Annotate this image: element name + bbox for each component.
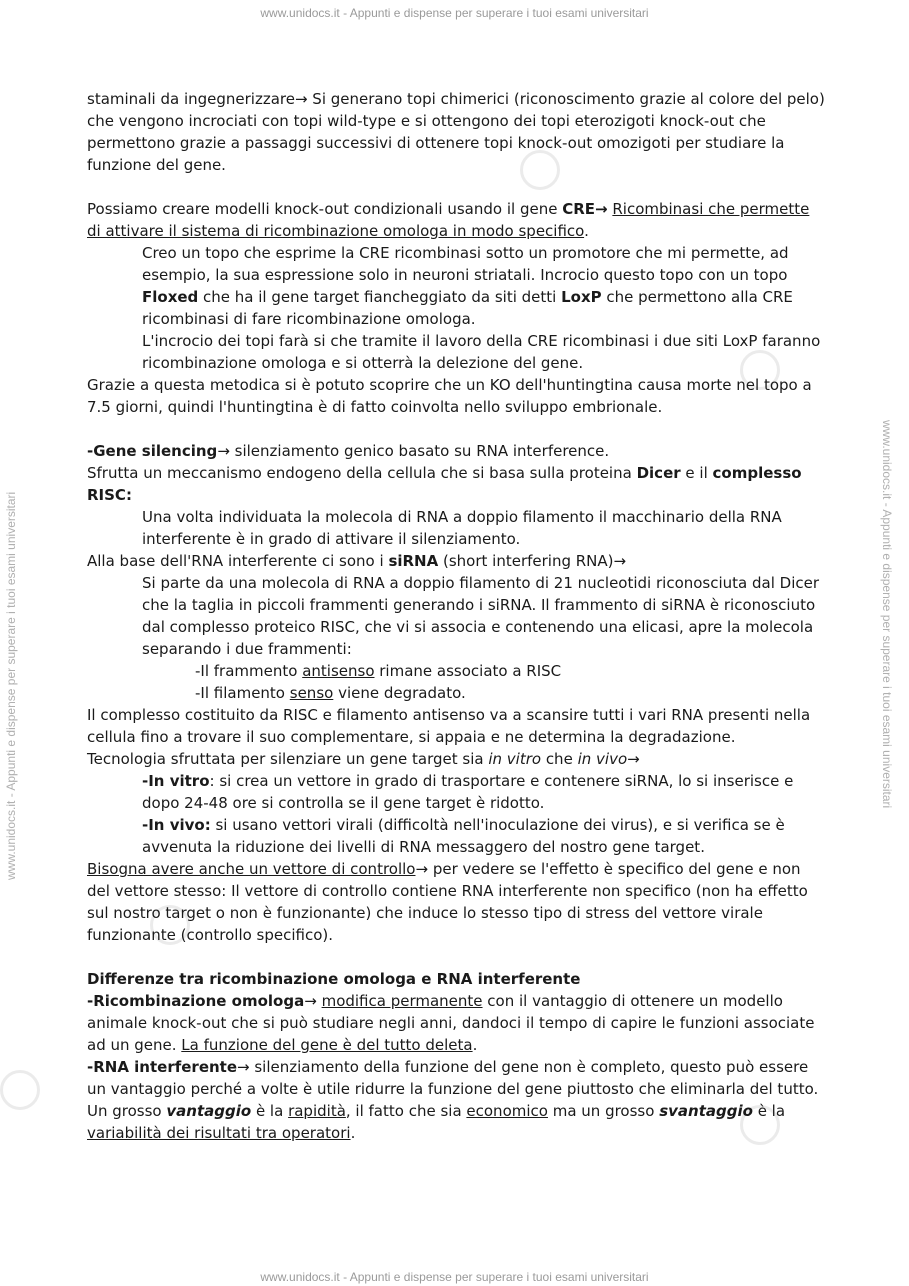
underlined-text: La funzione del gene è del tutto deleta [181, 1036, 473, 1054]
underlined-text: variabilità dei risultati tra operatori [87, 1124, 351, 1142]
text: con il vantaggio di ottenere un modello animale knock-out che si può studiare negli anni, dandoci il tempo di capire le funzioni associate ad un gene. [87, 992, 815, 1054]
underlined-text: senso [289, 684, 334, 702]
text: → silenziamento genico basato su RNA interference. [217, 442, 610, 460]
bold-term: -In vivo: [142, 816, 211, 834]
underlined-text: Bisogna avere anche un vettore di controllo [87, 860, 416, 878]
underlined-text: modifica permanente [321, 992, 483, 1010]
bold-term: -Gene silencing [87, 442, 218, 460]
italic-term: in vitro [488, 750, 542, 768]
text: si usano vettori virali (difficoltà nell'inoculazione dei virus), e si verifica se è avvenuta la riduzione dei livelli di RNA messaggero del nostro gene target. [142, 816, 785, 856]
paragraph: Si parte da una molecola di RNA a doppio filamento di 21 nucleotidi riconosciuta dal Dicer che la taglia in piccoli frammenti generando i siRNA. Il frammento di siRNA è riconosciuto dal complesso proteico RISC, che vi si associa e contenendo una elicasi, apre la molecola separando i due frammenti: [142, 574, 820, 658]
bold-term: -Ricombinazione omologa [87, 992, 305, 1010]
underlined-text: rapidità [288, 1102, 346, 1120]
paragraph: Grazie a questa metodica si è potuto scoprire che un KO dell'huntingtina causa morte nel topo a 7.5 giorni, quindi l'huntingtina è di fatto coinvolta nello sviluppo embrionale. [87, 376, 812, 416]
text: è la [752, 1102, 786, 1120]
paragraph [87, 858, 827, 946]
text: Creo un topo che esprime la CRE ricombinasi sotto un promotore che mi permette, ad esempio, la sua espressione solo in neuroni striatali. Incrocio questo topo con un topo [142, 244, 789, 284]
section-heading [87, 968, 827, 990]
paragraph: Una volta individuata la molecola di RNA a doppio filamento il macchinario della RNA interferente è in grado di attivare il silenziamento. [142, 508, 782, 548]
italic-term: in vivo [577, 750, 628, 768]
text: -Il frammento [195, 662, 303, 680]
bold-term: complesso RISC: [87, 464, 802, 504]
list-item [87, 660, 827, 682]
text: (short interfering RNA)→ [438, 552, 627, 570]
text: → per vedere se l'effetto è specifico del gene e non del vettore stesso: Il vettore di controllo contiene RNA interferente non specifico (non ha effetto sul nostro target o non è funzionante) che induce lo stesso tipo di stress del vettore virale funzionante (controllo specifico). [87, 860, 808, 944]
text: → [627, 750, 640, 768]
text: → [304, 992, 322, 1010]
text: . [584, 222, 589, 240]
text: → silenziamento della funzione del gene non è completo, questo può essere un vantaggio perché a volte è utile ridurre la funzione del gene piuttosto che eliminarla del tutto. Un grosso [87, 1058, 819, 1120]
underlined-text: antisenso [302, 662, 375, 680]
underlined-text: economico [466, 1102, 548, 1120]
bold-heading: Differenze tra ricombinazione omologa e RNA interferente [87, 970, 581, 988]
paragraph [87, 242, 827, 330]
bold-term: siRNA [388, 552, 439, 570]
paragraph: Il complesso costituito da RISC e filamento antisenso va a scansire tutti i vari RNA presenti nella cellula fino a trovare il suo complementare, si appaia e ne determina la degradazione. [87, 706, 811, 746]
bold-term: -RNA interferente [87, 1058, 238, 1076]
paragraph [87, 990, 827, 1056]
bold-term: CRE→ [562, 200, 608, 218]
paragraph [87, 462, 827, 506]
bold-term: LoxP [561, 288, 602, 306]
bold-term: Floxed [142, 288, 199, 306]
paragraph [87, 550, 827, 572]
bold-term: -In vitro [142, 772, 210, 790]
section-heading [87, 440, 827, 462]
text: -Il filamento [195, 684, 290, 702]
bold-italic-term: svantaggio [659, 1102, 753, 1120]
paragraph [87, 198, 827, 242]
underlined-text: Ricombinasi che permette di attivare il sistema di ricombinazione omologa in modo specifico [87, 200, 810, 240]
watermark-side-right: www.unidocs.it - Appunti e dispense per superare i tuoi esami universitari [880, 420, 894, 809]
document-body [87, 88, 827, 1144]
text: . [350, 1124, 356, 1142]
text: : si crea un vettore in grado di trasportare e contenere siRNA, lo si inserisce e dopo 24-48 ore si controlla se il gene target è ridotto. [142, 772, 794, 812]
list-item [87, 770, 827, 814]
text: Possiamo creare modelli knock-out condizionali usando il gene [87, 200, 563, 218]
text: ma un grosso [547, 1102, 660, 1120]
text: , il fatto che sia [345, 1102, 467, 1120]
paragraph [87, 748, 827, 770]
paragraph: staminali da ingegnerizzare→ Si generano topi chimerici (riconoscimento grazie al colore del pelo) che vengono incrociati con topi wild-type e si ottengono dei topi eterozigoti knock-out che permettono grazie a passaggi successivi di ottenere topi knock-out omozigoti per studiare la funzione del gene. [87, 90, 825, 174]
text: che ha il gene target fiancheggiato da siti detti [198, 288, 562, 306]
text: e il [680, 464, 713, 482]
list-item [87, 682, 827, 704]
text: rimane associato a RISC [374, 662, 562, 680]
list-item [87, 814, 827, 858]
text: Tecnologia sfruttata per silenziare un gene target sia [87, 750, 489, 768]
watermark-logo-icon [0, 1070, 40, 1110]
paragraph [87, 1056, 827, 1144]
text: Alla base dell'RNA interferente ci sono i [87, 552, 389, 570]
watermark-header: www.unidocs.it - Appunti e dispense per superare i tuoi esami universitari [260, 6, 649, 20]
text: Sfrutta un meccanismo endogeno della cellula che si basa sulla proteina [87, 464, 637, 482]
text: viene degradato. [333, 684, 466, 702]
watermark-footer: www.unidocs.it - Appunti e dispense per superare i tuoi esami universitari [260, 1270, 649, 1284]
bold-term: Dicer [636, 464, 681, 482]
text: è la [251, 1102, 289, 1120]
text: che permettono alla CRE ricombinasi di fare ricombinazione omologa. [142, 288, 793, 328]
watermark-side-left: www.unidocs.it - Appunti e dispense per superare i tuoi esami universitari [4, 491, 18, 880]
bold-italic-term: vantaggio [166, 1102, 252, 1120]
text: . [472, 1036, 478, 1054]
paragraph: L'incrocio dei topi farà si che tramite il lavoro della CRE ricombinasi i due siti LoxP faranno ricombinazione omologa e si otterrà la delezione del gene. [142, 332, 821, 372]
text: che [541, 750, 578, 768]
